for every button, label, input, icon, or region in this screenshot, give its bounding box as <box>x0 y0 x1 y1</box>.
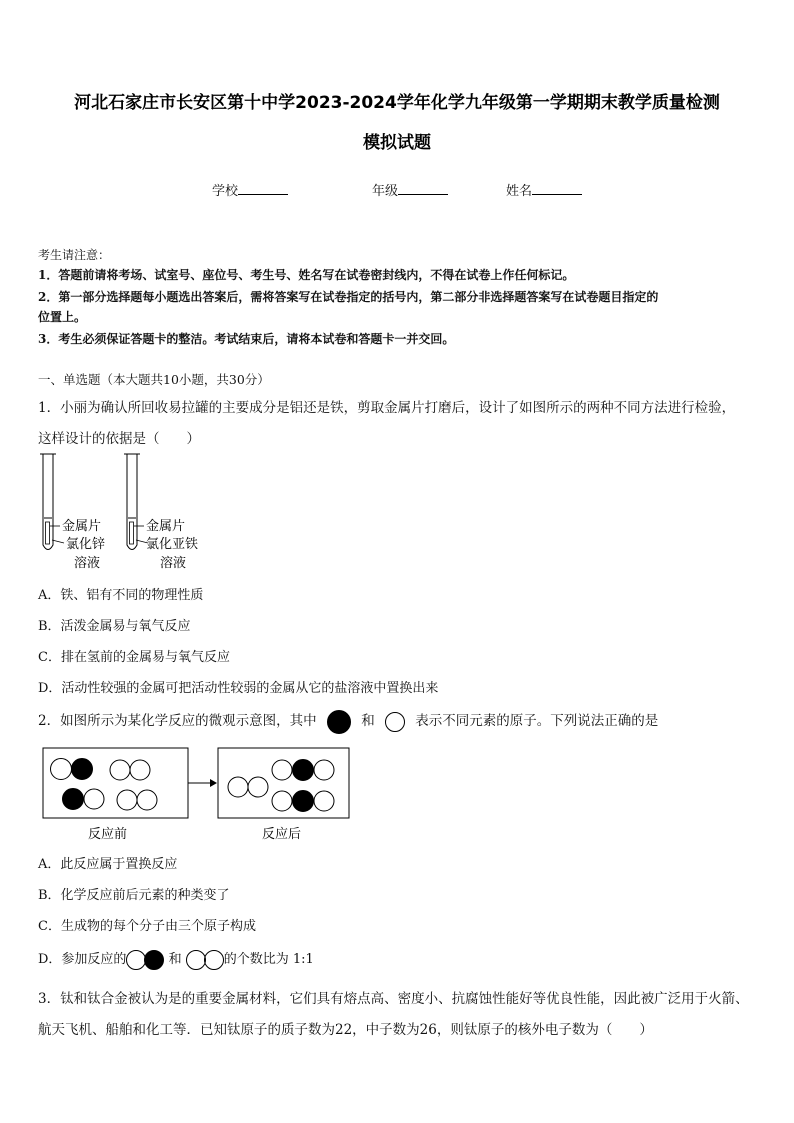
black-atom-icon <box>144 950 164 970</box>
white-atom-icon <box>126 950 146 970</box>
reaction-diagram <box>40 745 360 845</box>
left-tube <box>43 454 53 550</box>
q2-option-c[interactable]: C．生成物的每个分子由三个原子构成 <box>38 919 256 934</box>
white-atom-icon <box>385 712 405 732</box>
q1-option-a[interactable]: A．铁、铝有不同的物理性质 <box>38 588 204 603</box>
q2-option-d[interactable]: D．参加反应的 和 的个数比为 1:1 <box>38 948 314 970</box>
name-field[interactable]: 姓名 <box>506 180 582 199</box>
q1-option-b[interactable]: B．活泼金属易与氧气反应 <box>38 619 191 634</box>
metal-strip-left <box>46 522 50 544</box>
metal-strip-right <box>130 522 134 544</box>
q1-stem-cont: 这样设计的依据是（ ） <box>38 431 200 447</box>
q1-option-d[interactable]: D．活动性较强的金属可把活动性较弱的金属从它的盐溶液中置换出来 <box>38 681 439 696</box>
right-solution-label-2: 溶液 <box>160 556 187 571</box>
left-solution-label: 氯化锌 <box>66 537 106 552</box>
page-title: 河北石家庄市长安区第十中学2023-2024学年化学九年级第一学期期末教学质量检测 <box>74 93 720 113</box>
q2-stem: 2．如图所示为某化学反应的微观示意图，其中 和 表示不同元素的原子。下列说法正确的是 <box>38 709 658 734</box>
right-metal-label: 金属片 <box>146 519 186 534</box>
right-tube <box>127 454 137 550</box>
q2-option-a[interactable]: A．此反应属于置换反应 <box>38 857 178 872</box>
section-heading: 一、单选题（本大题共10小题，共30分） <box>38 372 270 387</box>
q3-stem: 3．钛和钛合金被认为是的重要金属材料，它们具有熔点高、密度小、抗腐蚀性能好等优良性能，因此被广泛用于火箭、 <box>38 991 749 1007</box>
left-solution-label-2: 溶液 <box>74 556 101 571</box>
white-atom-icon <box>204 950 224 970</box>
test-tube-figure <box>38 450 218 575</box>
note-1: 1．答题前请将考场、试室号、座位号、考生号、姓名写在试卷密封线内，不得在试卷上作任何标记。 <box>38 268 575 282</box>
school-field[interactable]: 学校 <box>212 180 288 199</box>
black-atom-icon <box>327 710 351 734</box>
before-label: 反应前 <box>88 827 128 842</box>
before-box <box>43 748 188 818</box>
right-solution-label: 氯化亚铁 <box>146 537 199 552</box>
note-2: 2．第一部分选择题每小题选出答案后，需将答案写在试卷指定的括号内，第二部分非选择题答案写在试卷题目指定的 <box>38 290 659 304</box>
q3-stem-cont: 航天飞机、船舶和化工等．已知钛原子的质子数为22，中子数为26，则钛原子的核外电子数为（ ） <box>38 1022 653 1038</box>
notes-header: 考生请注意： <box>38 248 111 262</box>
left-metal-label: 金属片 <box>62 519 102 534</box>
q1-stem: 1．小丽为确认所回收易拉罐的主要成分是铝还是铁，剪取金属片打磨后，设计了如图所示的两种不同方法进行检验， <box>38 400 736 416</box>
note-3: 3．考生必须保证答题卡的整洁。考试结束后，请将本试卷和答题卡一并交回。 <box>38 332 455 346</box>
note-2-cont: 位置上。 <box>38 310 87 324</box>
grade-field[interactable]: 年级 <box>372 180 448 199</box>
page-subtitle: 模拟试题 <box>363 133 431 153</box>
q1-option-c[interactable]: C．排在氢前的金属易与氧气反应 <box>38 650 230 665</box>
q2-option-b[interactable]: B．化学反应前后元素的种类变了 <box>38 888 230 903</box>
after-label: 反应后 <box>262 827 302 842</box>
white-atom-icon <box>186 950 206 970</box>
